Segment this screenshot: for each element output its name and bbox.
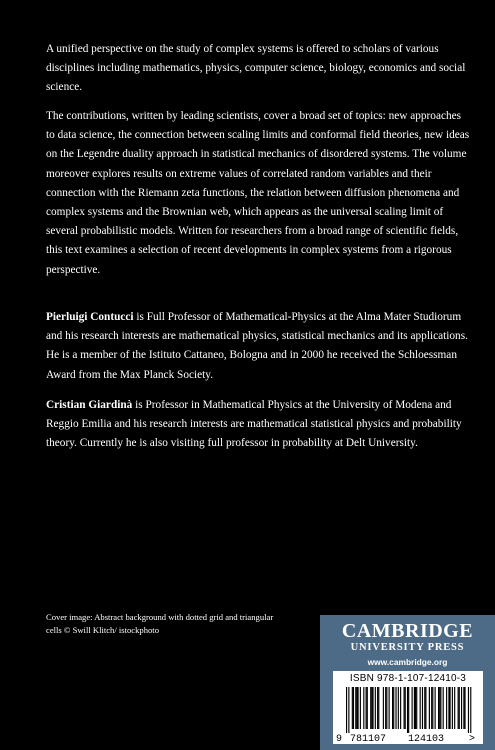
barcode-bar <box>459 687 460 729</box>
barcode-bar <box>412 687 413 729</box>
publisher-logo-subtitle: UNIVERSITY PRESS <box>350 642 465 653</box>
barcode-bar <box>407 687 408 733</box>
barcode-bar <box>383 687 384 729</box>
intro-paragraph: A unified perspective on the study of complex systems is offered to scholars of various disciplines including mathematics, physics, computer science, biology, economics and social science. <box>46 43 466 94</box>
barcode-bar <box>385 687 386 729</box>
barcode-bar <box>408 687 409 733</box>
barcode-bar <box>363 687 364 729</box>
barcode-bar <box>355 687 356 729</box>
barcode-bar <box>454 687 455 729</box>
barcode-bar <box>395 687 396 729</box>
barcode-bar <box>439 687 440 729</box>
barcode-bar <box>393 687 394 729</box>
barcode-bar <box>386 687 387 729</box>
barcode-bar <box>429 687 430 729</box>
barcode-bar <box>435 687 436 729</box>
author-bio-giardina <box>46 396 470 454</box>
author-bio-contucci <box>46 308 470 385</box>
barcode-bar <box>367 687 368 729</box>
barcode-bar <box>389 687 390 729</box>
contributions-paragraph: The contributions, written by leading scientists, cover a broad set of topics: new approaches to data science, the connection between scaling limits and conformal field theories, new ideas on the Legendre duality approach in statistical mechanics of disordered systems. The volume moreover explores results on extreme values of correlated random variables and their connection with the Riemann zeta functions, the relation between diffusion phenomena and complex systems and the Brownian web, which appears as the universal scaling limit of several probabilistic models. Written for researchers from a broad range of scientific fields, this text examines a selection of recent developments in complex systems from a rigorous perspective. <box>46 110 470 276</box>
publisher-url: www.cambridge.org <box>367 657 448 667</box>
barcode-bar <box>446 687 447 729</box>
barcode-bar <box>375 687 376 729</box>
barcode-bar <box>371 687 372 729</box>
isbn-label: ISBN 978-1-107-12410-3 <box>349 673 467 684</box>
cover-image-credit: Cover image: Abstract background with dotted grid and triangular cells © Swill Klitch/ istockphoto <box>46 612 274 635</box>
barcode-bar <box>352 687 353 729</box>
barcode-bar <box>398 687 399 729</box>
barcode-bar <box>377 687 378 729</box>
barcode-box <box>333 671 483 744</box>
barcode-bar <box>420 687 421 729</box>
author-bio-text: is Full Professor of Mathematical-Physics at the Alma Mater Studiorum and his research interests are mathematical physics, statistical mechanics and its applications. He is a member of the Istituto Cattaneo, Bologna and in 2000 he received the Schloessman Award from the Max Planck Society. <box>46 311 468 381</box>
barcode-bar <box>464 687 465 729</box>
barcode-bar <box>392 687 393 729</box>
barcode-bar <box>358 687 359 729</box>
author-name: Pierluigi Contucci <box>46 311 134 323</box>
barcode-bar <box>372 687 373 729</box>
barcode-bar <box>470 687 471 733</box>
barcode-bar <box>438 687 439 729</box>
publisher-panel <box>320 615 495 750</box>
author-name: Cristian Giardinà <box>46 399 133 411</box>
barcode-bar <box>414 687 415 729</box>
barcode-bar <box>360 687 361 729</box>
barcode-bar <box>346 687 347 733</box>
barcode-bar <box>404 687 405 729</box>
author-bio-text: is Professor in Mathematical Physics at the University of Modena and Reggio Emilia and his research interests are mathematical statistical physics and probability theory. Currently he is also visiting full professor in probability at Delt University. <box>46 399 462 450</box>
barcode-bar <box>422 687 423 729</box>
barcode-bar <box>425 687 426 729</box>
barcode-right-digits: 124103 <box>408 734 445 744</box>
barcode-bar <box>405 687 406 729</box>
barcode-bar <box>353 687 354 729</box>
barcode-lead-digit: 9 <box>336 734 343 744</box>
barcode-bar <box>400 687 401 729</box>
barcode-bar <box>370 687 371 729</box>
barcode-bar <box>463 687 464 729</box>
barcode-left-digits: 781107 <box>350 734 387 744</box>
barcode-bar <box>432 687 433 729</box>
barcode-bar <box>450 687 451 729</box>
barcode-bar <box>440 687 441 729</box>
barcode-bar <box>356 687 357 729</box>
barcode-bar <box>443 687 444 729</box>
barcode-bar <box>416 687 417 729</box>
barcode-bar <box>452 687 453 729</box>
barcode-bar <box>378 687 379 729</box>
barcode-bar <box>468 687 469 733</box>
barcode-arrow: > <box>469 734 476 744</box>
barcode-bar <box>461 687 462 729</box>
barcode-bar <box>448 687 449 729</box>
barcode-bar <box>348 687 349 733</box>
publisher-logo-name: CAMBRIDGE <box>341 620 474 642</box>
barcode-bar <box>415 687 416 729</box>
barcode-bar <box>431 687 432 729</box>
barcode <box>333 687 483 744</box>
barcode-bar <box>366 687 367 729</box>
barcode-bar <box>424 687 425 729</box>
barcode-bar <box>458 687 459 729</box>
